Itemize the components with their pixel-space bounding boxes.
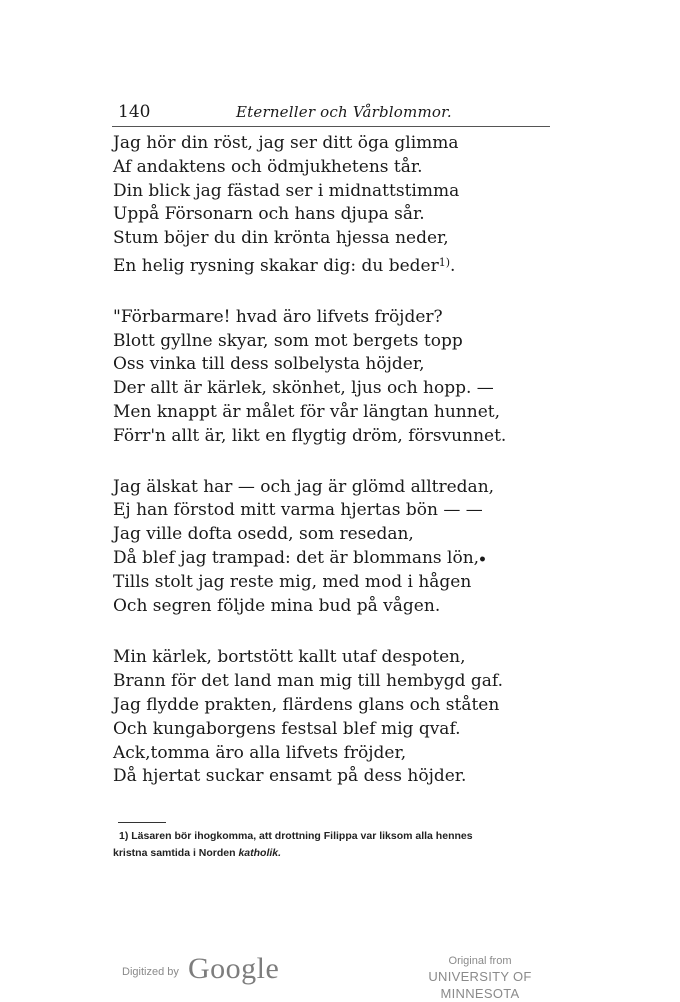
poem-line: Men knappt är målet för vår längtan hunnet, [113,401,500,422]
poem-line: Tills stolt jag reste mig, med mod i hågen [113,571,472,592]
poem-line: Förr'n allt är, likt en flygtig dröm, försvunnet. [113,425,507,446]
poem-line: Din blick jag fästad ser i midnattstimma [113,180,460,201]
poem-line: Af andaktens och ödmjukhetens tår. [113,156,423,177]
poem-line: "Förbarmare! hvad äro lifvets fröjder? [113,306,443,327]
poem-line: Oss vinka till dess solbelysta höjder, [113,354,425,375]
poem [113,132,553,815]
poem-line: Der allt är kärlek, skönhet, ljus och hopp. — [113,378,494,399]
digitized-by-label: Digitized by [122,966,179,978]
google-logo: Google [188,952,280,985]
footnote [113,828,573,862]
page-number: 140 [118,102,151,122]
poem-line-text: En helig rysning skakar dig: du beder [113,255,439,276]
university-label: UNIVERSITY OF MINNESOTA [428,969,532,1001]
poem-line: Ack,tomma äro alla lifvets fröjder, [113,742,407,763]
poem-line: Ej han förstod mitt varma hjertas bön — — [113,500,483,521]
poem-line: Uppå Försonarn och hans djupa sår. [113,204,425,225]
running-title: Eterneller och Vårblommor. [236,103,452,121]
header-rule [112,126,550,127]
poem-line: Jag ville dofta osedd, som resedan, [113,524,414,545]
poem-line: Och segren följde mina bud på vågen. [113,595,441,616]
original-source [388,954,572,1002]
poem-line: Då blef jag trampad: det är blommans lön, [113,547,480,568]
poem-line: Då hjertat suckar ensamt på dess höjder. [113,766,467,787]
poem-line: Och kungaborgens festsal blef mig qvaf. [113,718,461,739]
poem-line: Min kärlek, bortstött kallt utaf despoten, [113,647,466,668]
footnote-line-2 [113,845,573,862]
poem-line-with-footnote: En helig rysning skakar dig: du beder$^{1)}$. [113,255,456,276]
original-from-label: Original from [448,955,512,967]
poem-line: Brann för det land man mig till hembygd gaf. [113,671,503,692]
page-header [118,100,548,126]
stray-ink-mark: • [478,552,487,568]
footnote-marker: 1) [438,255,451,269]
footnote-line-1: 1) Läsaren bör ihogkomma, att drottning Filippa var liksom alla hennes [119,830,473,842]
footnote-rule [118,822,166,823]
stanza-1 [113,132,553,275]
poem-line: Jag flydde prakten, flärdens glans och ståten [113,694,500,715]
footnote-line-2-text: kristna samtida i Norden [113,847,239,859]
poem-line: Stum böjer du din krönta hjessa neder, [113,228,449,249]
poem-line: Jag hör din röst, jag ser ditt öga glimma [113,133,459,153]
poem-line: Jag älskat har — och jag är glömd alltredan, [113,476,495,497]
footnote-italic-word: katholik. [238,847,282,859]
poem-line: Blott gyllne skyar, som mot bergets topp [113,330,463,351]
stanza-4 [113,646,553,789]
stanza-2 [113,306,553,449]
stanza-3 [113,476,553,619]
